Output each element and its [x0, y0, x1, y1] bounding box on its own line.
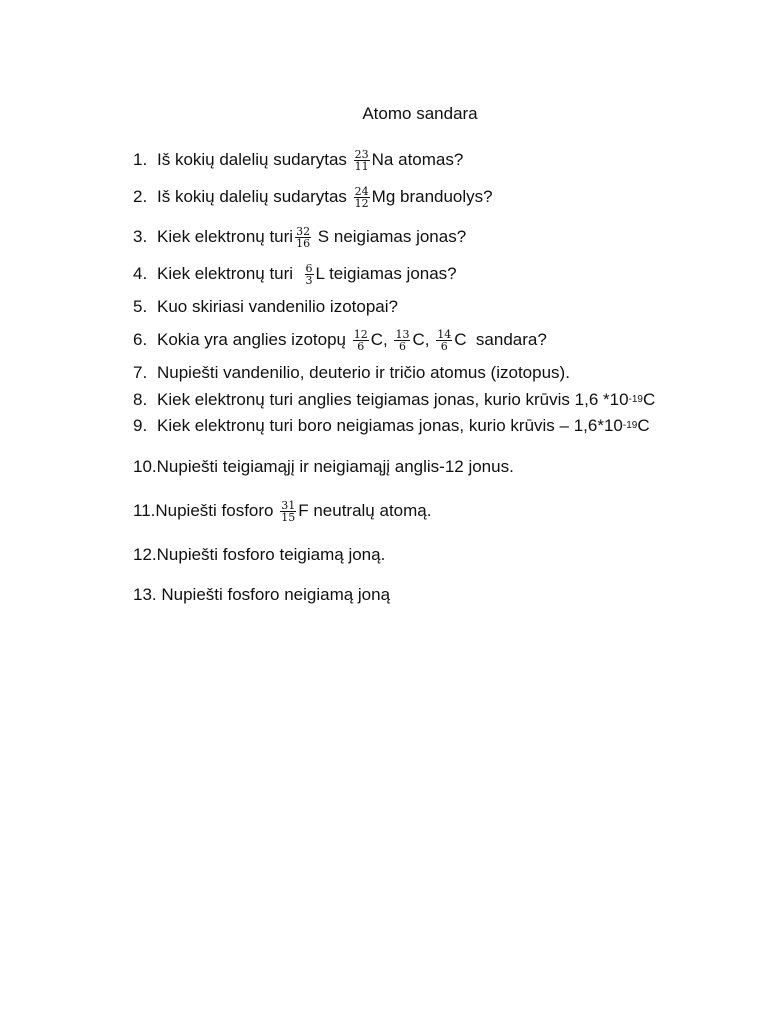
question-3 — [133, 222, 466, 252]
question-text-end: S neigiamas jonas? — [313, 227, 467, 246]
question-9: 9. Kiek elektronų turi boro neigiamas jonas, kurio krūvis – 1,6*10 -19 C — [133, 416, 650, 435]
question-number: 12. — [133, 545, 157, 564]
question-text: Nupiešti teigiamąjį ir neigiamąjį anglis-12 jonus. — [156, 457, 514, 476]
question-text: Nupiešti vandenilio, deuterio ir tričio atomus (izotopus). — [157, 363, 570, 382]
nuclide-notation — [354, 186, 370, 209]
unit: C — [642, 390, 656, 409]
question-6 — [133, 325, 547, 355]
question-text: Kiek elektronų turi anglies teigiamas jonas, kurio krūvis 1,6 *10 — [157, 390, 629, 409]
atomic-number: 16 — [296, 236, 311, 250]
mass-number: 13 — [395, 327, 410, 341]
nuclide-notation — [436, 329, 452, 352]
atomic-number: 6 — [398, 339, 406, 353]
question-1 — [133, 145, 463, 175]
question-number: 6. — [133, 330, 148, 349]
mass-number: 23 — [354, 147, 369, 161]
question-4 — [133, 259, 457, 289]
nuclide-notation — [354, 149, 370, 172]
question-number: 7. — [133, 363, 148, 382]
question-10 — [133, 452, 514, 482]
question-text: Nupiešti fosforo neigiamą joną — [156, 585, 391, 604]
question-text-end: F neutralų atomą. — [298, 501, 432, 520]
atomic-number: 12 — [354, 196, 369, 210]
mass-number: 14 — [437, 327, 452, 341]
question-number: 13. — [133, 585, 157, 604]
nuclide-notation — [280, 500, 296, 523]
question-11 — [133, 496, 431, 526]
question-number: 5. — [133, 297, 148, 316]
question-7 — [133, 358, 570, 388]
question-2 — [133, 182, 493, 212]
nuclide-notation — [353, 329, 369, 352]
question-number: 2. — [133, 187, 148, 206]
atomic-number: 3 — [305, 273, 313, 287]
question-text: Iš kokių dalelių sudarytas — [157, 150, 352, 169]
question-text: Iš kokių dalelių sudarytas — [157, 187, 352, 206]
question-text: Nupiešti fosforo teigiamą joną. — [156, 545, 386, 564]
mass-number: 24 — [354, 184, 369, 198]
question-text: Kiek elektronų turi — [157, 227, 294, 246]
question-text: Nupiešti fosforo — [155, 501, 279, 520]
question-number: 11. — [133, 501, 156, 520]
question-text-end: L teigiamas jonas? — [315, 264, 457, 283]
atomic-number: 15 — [281, 510, 296, 524]
mass-number: 12 — [353, 327, 368, 341]
atomic-number: 11 — [354, 159, 369, 173]
element-symbol: C, — [370, 330, 393, 349]
question-5 — [133, 292, 398, 322]
nuclide-notation — [295, 226, 311, 249]
question-text: Kiek elektronų turi — [157, 264, 303, 283]
question-number: 3. — [133, 227, 148, 246]
question-number: 9. — [133, 416, 148, 435]
question-number: 10. — [133, 457, 157, 476]
question-text-end: C sandara? — [454, 330, 547, 349]
question-13 — [133, 580, 390, 610]
question-text: Kuo skiriasi vandenilio izotopai? — [157, 297, 398, 316]
question-8: 8. Kiek elektronų turi anglies teigiamas jonas, kurio krūvis 1,6 *10 -19 C — [133, 390, 656, 409]
mass-number: 32 — [296, 224, 311, 238]
element-symbol: C, — [412, 330, 435, 349]
unit: C — [637, 416, 650, 435]
question-number: 8. — [133, 390, 148, 409]
question-text: Kokia yra anglies izotopų — [157, 330, 351, 349]
question-number: 4. — [133, 264, 148, 283]
nuclide-notation — [394, 329, 410, 352]
question-number: 1. — [133, 150, 148, 169]
mass-number: 31 — [281, 498, 296, 512]
question-text-end: Mg branduolys? — [371, 187, 493, 206]
atomic-number: 6 — [440, 339, 448, 353]
question-text-end: Na atomas? — [371, 150, 464, 169]
question-text: Kiek elektronų turi boro neigiamas jonas, kurio krūvis – 1,6*10 — [157, 416, 623, 435]
question-12 — [133, 540, 385, 570]
atomic-number: 6 — [357, 339, 365, 353]
page-title: Atomo sandara — [362, 104, 478, 123]
mass-number: 6 — [305, 261, 313, 275]
nuclide-notation — [305, 263, 314, 286]
